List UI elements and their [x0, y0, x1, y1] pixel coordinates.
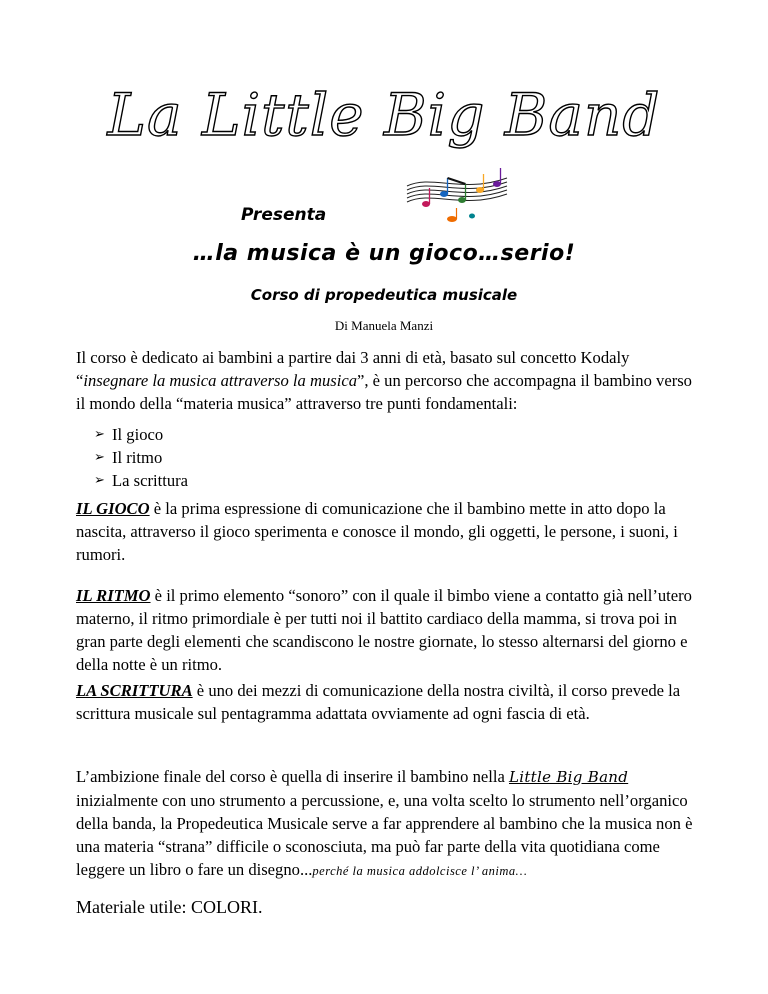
brand-name-inline: Little Big Band — [509, 768, 629, 786]
course-title: Corso di propedeutica musicale — [250, 286, 518, 304]
intro-quote: insegnare la musica attraverso la musica — [83, 371, 357, 390]
author-line: Di Manuela Manzi — [334, 318, 434, 333]
document-title: La Little Big Band — [107, 81, 661, 149]
list-item — [94, 423, 188, 446]
scrittura-paragraph — [76, 679, 698, 725]
arrow-bullet-icon: ➢ — [94, 450, 105, 465]
intro-paragraph — [76, 346, 698, 415]
bullet-list — [94, 423, 188, 492]
ritmo-text: è il primo elemento “sonoro” con il quale il bimbo viene a contatto già nell’utero materno, il ritmo primordiale è per tutti noi il battito cardiaco della mamma, si trova poi in gran parte degli elementi che scandiscono le nostre giornate, lo stesso alternarsi del giorno e della notte è un ritmo. — [76, 586, 692, 674]
ritmo-paragraph — [76, 584, 698, 676]
tagline: …la musica è un gioco…serio! — [192, 241, 576, 266]
scrittura-keyword: LA SCRITTURA — [76, 681, 193, 700]
materiale-line: Materiale utile: COLORI. — [76, 897, 263, 917]
scrittura-text: è uno dei mezzi di comunicazione della nostra civiltà, il corso prevede la scrittura musicale sul pentagramma adattata ovviamente ad ogni fascia di età. — [76, 681, 681, 723]
intro-text-part2: ”, è un percorso che accompagna il bambino verso il mondo della “materia musica” attraverso tre punti fondamentali: — [76, 371, 692, 413]
presenta-label: Presenta — [241, 205, 327, 225]
gioco-paragraph — [76, 497, 698, 566]
bullet-label: Il gioco — [112, 425, 164, 444]
gioco-keyword: IL GIOCO — [76, 499, 150, 518]
musical-notes-icon — [402, 164, 512, 226]
bullet-label: La scrittura — [112, 471, 189, 490]
list-item — [94, 469, 188, 492]
closing-phrase: perché la musica addolcisce l’ anima… — [312, 864, 528, 878]
intro-text-part1: Il corso è dedicato ai bambini a partire dai 3 anni di età, basato sul concetto Kodaly “ — [76, 348, 630, 390]
bullet-label: Il ritmo — [112, 448, 163, 467]
final-paragraph — [76, 765, 698, 883]
gioco-text: è la prima espressione di comunicazione che il bambino mette in atto dopo la nascita, attraverso il gioco sperimenta e conosce il mondo, gli oggetti, le persone, i suoni, i rumori. — [76, 499, 678, 564]
final-text-part1: L’ambizione finale del corso è quella di inserire il bambino nella — [76, 767, 509, 786]
arrow-bullet-icon: ➢ — [94, 427, 105, 442]
arrow-bullet-icon: ➢ — [94, 473, 105, 488]
list-item — [94, 446, 188, 469]
final-text-part2: inizialmente con uno strumento a percussione, e, una volta scelto lo strumento nell’organico della banda, la Propedeutica Musicale serve a far apprendere al bambino che la musica non è una materia “strana” difficile o sconosciuta, ma può far parte della vita quotidiana come leggere un libro o fare un disegno... — [76, 791, 693, 879]
ritmo-keyword: IL RITMO — [76, 586, 151, 605]
